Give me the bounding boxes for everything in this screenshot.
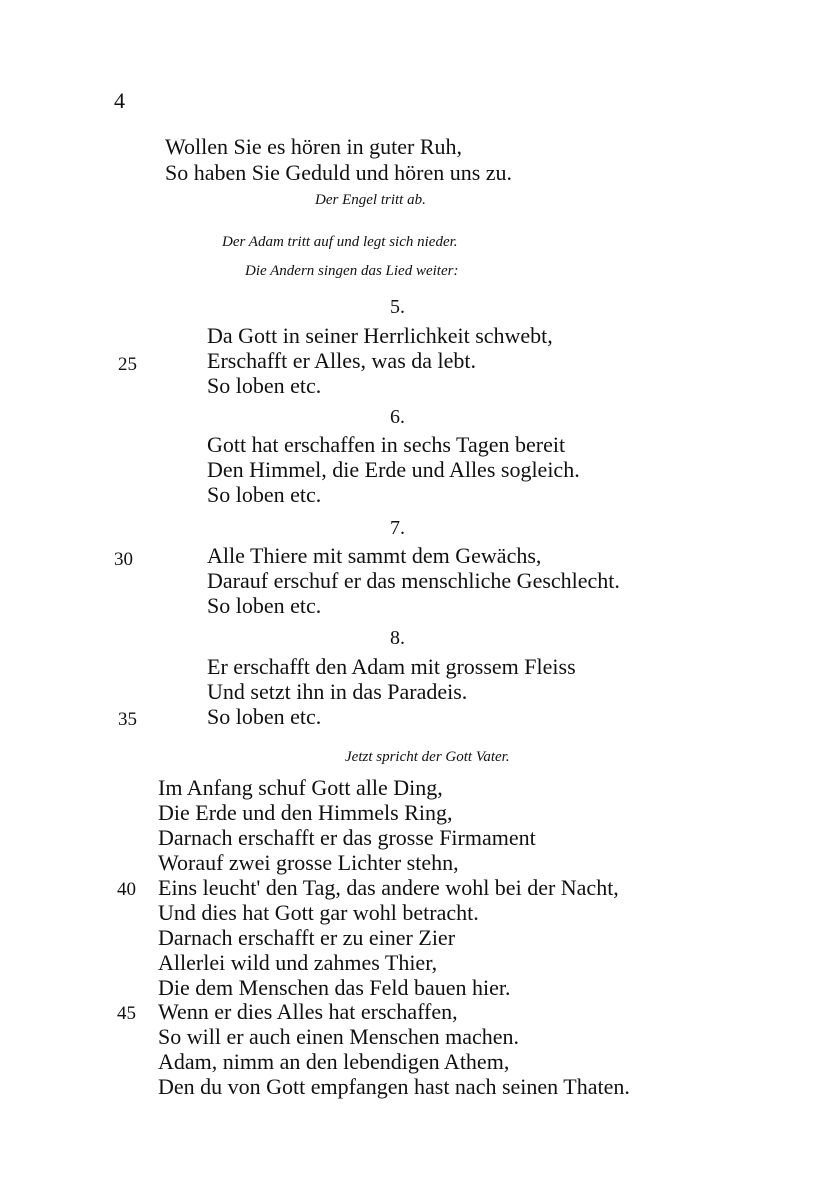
verse-line: So loben etc. bbox=[207, 482, 322, 507]
verse-line: So loben etc. bbox=[207, 593, 322, 618]
speech-line: Die dem Menschen das Feld bauen hier. bbox=[158, 975, 511, 1000]
speech-line: Wenn er dies Alles hat erschaffen, bbox=[158, 999, 458, 1024]
verse-line: So loben etc. bbox=[207, 373, 322, 398]
line-number: 25 bbox=[118, 354, 137, 375]
stage-direction: Die Andern singen das Lied weiter: bbox=[245, 263, 459, 279]
intro-line: So haben Sie Geduld und hören uns zu. bbox=[165, 160, 513, 185]
stage-direction: Der Engel tritt ab. bbox=[315, 192, 426, 208]
speech-line: Darnach erschafft er das grosse Firmament bbox=[158, 825, 536, 850]
speech-line: Eins leucht' den Tag, das andere wohl bei der Nacht, bbox=[158, 875, 619, 900]
speech-line: Darnach erschafft er zu einer Zier bbox=[158, 925, 456, 950]
speech-line: Worauf zwei grosse Lichter stehn, bbox=[158, 850, 459, 875]
speech-line: Den du von Gott empfangen hast nach seinen Thaten. bbox=[158, 1074, 630, 1099]
speech-line: Im Anfang schuf Gott alle Ding, bbox=[158, 775, 443, 800]
page-number: 4 bbox=[114, 88, 125, 113]
verse-number: 7. bbox=[390, 517, 405, 539]
verse-line: Erschafft er Alles, was da lebt. bbox=[207, 348, 477, 373]
verse-line: Den Himmel, die Erde und Alles sogleich. bbox=[207, 457, 580, 482]
verse-line: Alle Thiere mit sammt dem Gewächs, bbox=[207, 543, 542, 568]
verse-line: Da Gott in seiner Herrlichkeit schwebt, bbox=[207, 323, 553, 348]
line-number: 45 bbox=[117, 1003, 136, 1024]
speech-line: Und dies hat Gott gar wohl betracht. bbox=[158, 900, 479, 925]
verse-line: Darauf erschuf er das menschliche Geschlecht. bbox=[207, 568, 620, 593]
line-number: 35 bbox=[118, 709, 137, 730]
speech-line: Die Erde und den Himmels Ring, bbox=[158, 800, 453, 825]
verse-line: Er erschafft den Adam mit grossem Fleiss bbox=[207, 654, 576, 679]
verse-number: 5. bbox=[390, 296, 405, 318]
verse-line: Und setzt ihn in das Paradeis. bbox=[207, 679, 468, 704]
verse-line: So loben etc. bbox=[207, 704, 322, 729]
line-number: 30 bbox=[114, 549, 133, 570]
stage-direction: Der Adam tritt auf und legt sich nieder. bbox=[222, 234, 458, 250]
line-number: 40 bbox=[117, 879, 136, 900]
verse-line: Gott hat erschaffen in sechs Tagen bereit bbox=[207, 432, 566, 457]
verse-number: 6. bbox=[390, 406, 405, 428]
intro-line: Wollen Sie es hören in guter Ruh, bbox=[165, 134, 463, 159]
verse-number: 8. bbox=[390, 627, 405, 649]
stage-direction: Jetzt spricht der Gott Vater. bbox=[345, 749, 510, 765]
speech-line: Adam, nimm an den lebendigen Athem, bbox=[158, 1049, 510, 1074]
speech-line: Allerlei wild und zahmes Thier, bbox=[158, 950, 438, 975]
speech-line: So will er auch einen Menschen machen. bbox=[158, 1024, 520, 1049]
